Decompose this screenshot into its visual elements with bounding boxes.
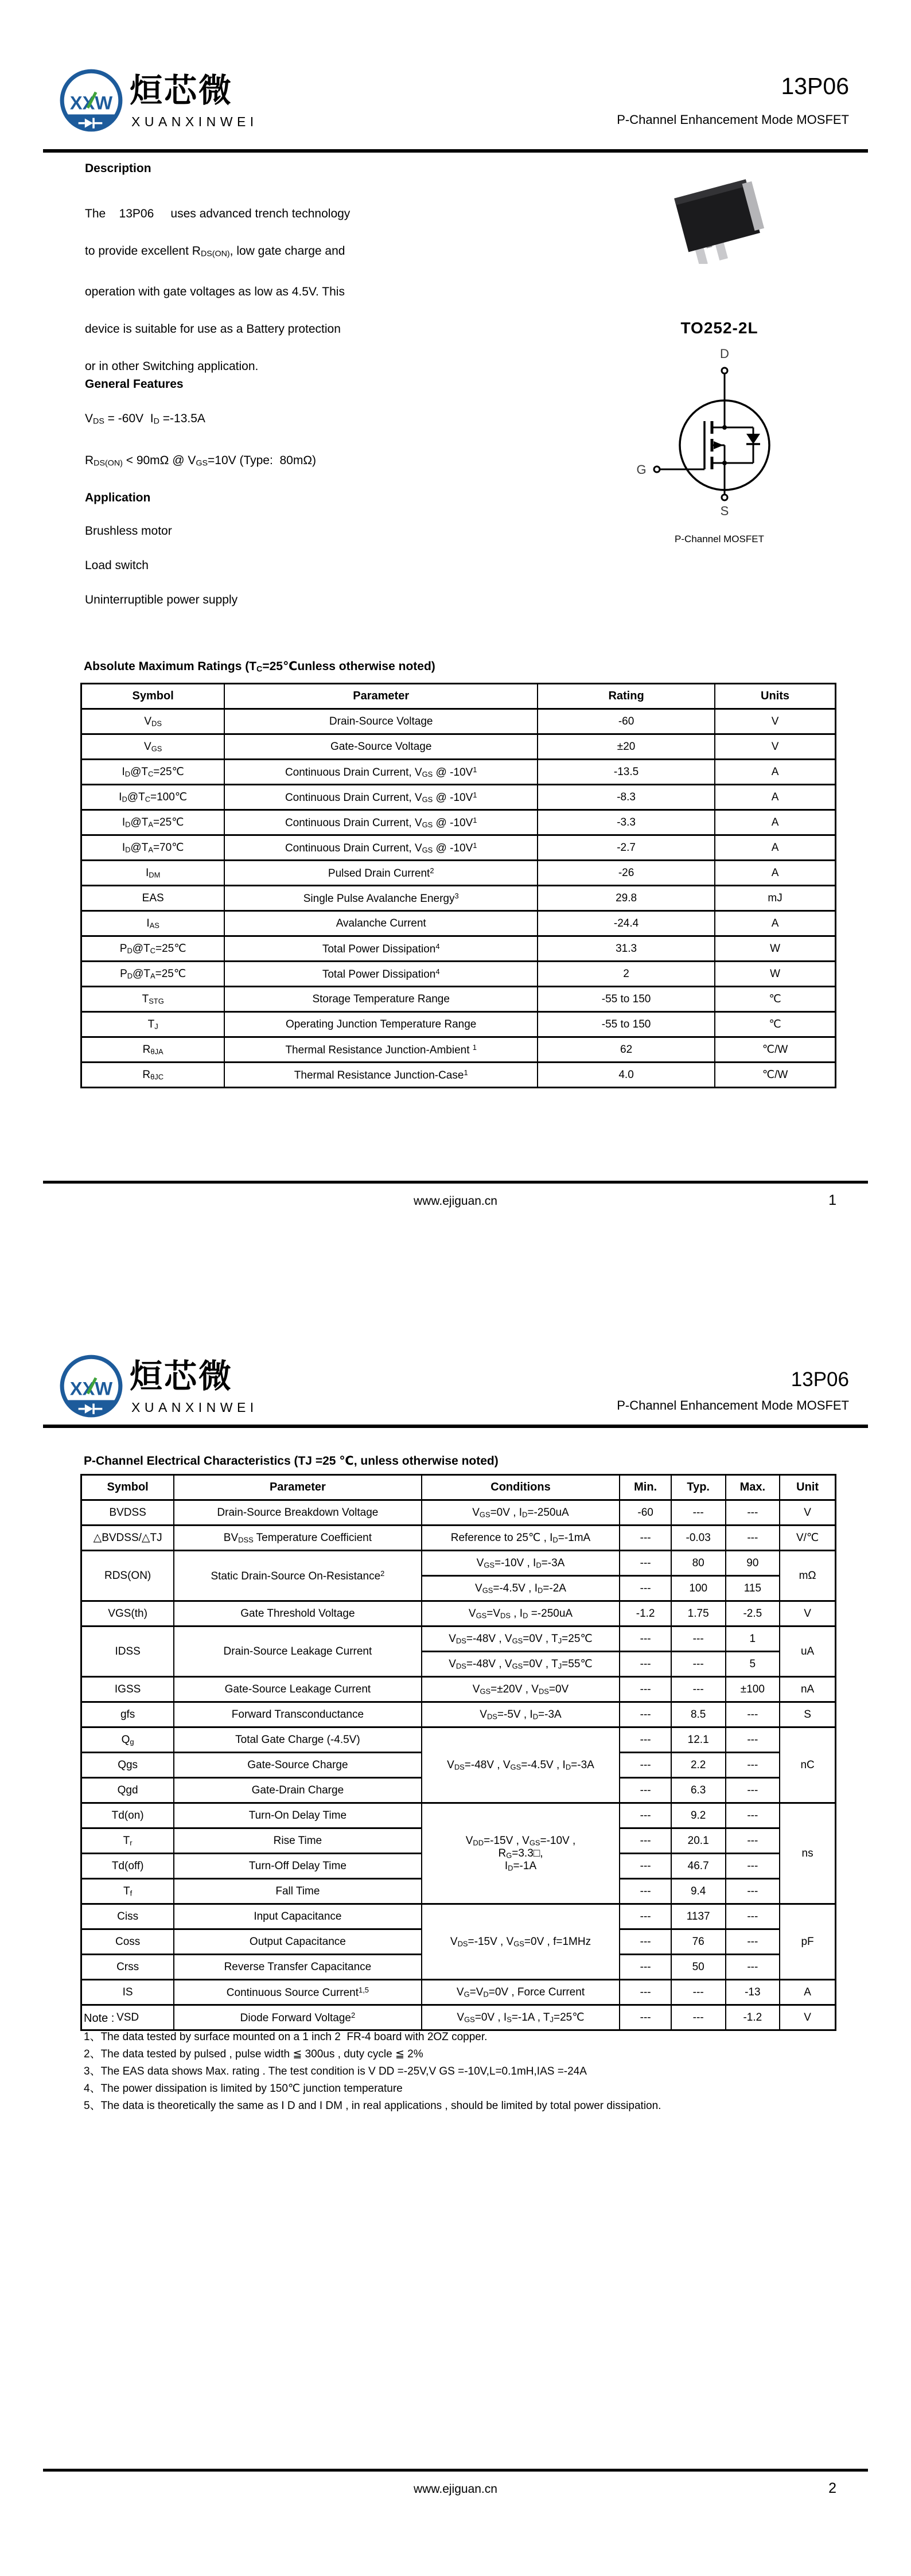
table-cell: 2.2: [671, 1753, 726, 1778]
table-cell: Drain-Source Leakage Current: [174, 1626, 421, 1677]
table-cell: Td(on): [81, 1803, 174, 1828]
table-row: [81, 936, 836, 962]
table-cell: Total Gate Charge (-4.5V): [174, 1727, 421, 1753]
column-header: Typ.: [671, 1475, 726, 1500]
description-line: to provide excellent $R_{DS(ON)}$, low gate charge and: [85, 244, 345, 259]
table-row: [81, 911, 836, 936]
table-row: [81, 810, 836, 835]
table-cell: Qgs: [81, 1753, 174, 1778]
logo-letters: XXW: [69, 1378, 113, 1399]
table-cell: -60: [538, 709, 715, 734]
table-cell: 50: [671, 1955, 726, 1980]
table-cell: ---: [671, 2005, 726, 2030]
table-row: [81, 734, 836, 760]
table-cell: $V_{DS}=-48V$ , $V_{GS}=0V$ , $T_J=25℃$: [422, 1626, 620, 1652]
column-header: Max.: [726, 1475, 780, 1500]
table-cell: Thermal Resistance Junction-Ambient $^1$: [224, 1037, 538, 1063]
pin-label-drain: D: [720, 348, 729, 361]
table-cell: ---: [726, 1854, 780, 1879]
pin-label-gate: G: [636, 462, 647, 477]
table-cell: BVDSS: [81, 1500, 174, 1526]
table-cell: $V_{GS}=V_{DS}$ , $I_D =-250uA$: [422, 1601, 620, 1626]
table-cell: ---: [726, 1803, 780, 1828]
table-cell: -13.5: [538, 760, 715, 785]
table-cell: S: [780, 1702, 835, 1727]
absolute-maximum-ratings-table: [80, 683, 836, 1088]
table-cell: ---: [726, 1526, 780, 1551]
table-cell: -2.7: [538, 835, 715, 861]
table-row: [81, 861, 836, 886]
table-cell: ---: [620, 1626, 671, 1652]
table-row: [81, 1904, 836, 1929]
package-name: TO252-2L: [680, 319, 758, 337]
table-cell: ---: [620, 1727, 671, 1753]
table-cell: A: [715, 760, 835, 785]
note-item: 3、The EAS data shows Max. rating . The test condition is V DD =-25V,V GS =-10V,L=0.1mH,IAS =-24A: [84, 2065, 587, 2077]
table-cell: $I_D@T_A=70℃$: [81, 835, 225, 861]
table-cell: ---: [620, 1879, 671, 1904]
column-header: Symbol: [81, 684, 225, 709]
table-cell: -0.03: [671, 1526, 726, 1551]
description-line: operation with gate voltages as low as 4.5V. This: [85, 285, 345, 298]
body-diode: [746, 434, 760, 444]
column-header: Unit: [780, 1475, 835, 1500]
package-photo: [647, 171, 792, 264]
table-cell: -1.2: [620, 1601, 671, 1626]
table-cell: ---: [726, 1753, 780, 1778]
table-row: [81, 1012, 836, 1037]
package-caption: P-Channel MOSFET: [675, 534, 764, 544]
table-cell: 5: [726, 1652, 780, 1677]
table-cell: ---: [620, 2005, 671, 2030]
table-cell: $V_{GS}$: [81, 734, 225, 760]
table-cell: V: [780, 2005, 835, 2030]
note-item: 4、The power dissipation is limited by 150℃ junction temperature: [84, 2083, 403, 2095]
table-cell: W: [715, 936, 835, 962]
table-cell: 6.3: [671, 1778, 726, 1803]
column-header: Conditions: [422, 1475, 620, 1500]
application-item: Brushless motor: [85, 524, 172, 538]
table-row: [81, 1702, 836, 1727]
table-cell: 2: [538, 962, 715, 987]
table-cell: ---: [671, 1500, 726, 1526]
table-cell: $V_{GS}=0V$ , $I_S=-1A$ , $T_J=25℃$: [422, 2005, 620, 2030]
table-cell: ℃/W: [715, 1063, 835, 1088]
application-item: Uninterruptible power supply: [85, 593, 238, 606]
product-subtitle: P-Channel Enhancement Mode MOSFET: [617, 1398, 849, 1412]
table-cell: A: [715, 835, 835, 861]
table-cell: $I_{AS}$: [81, 911, 225, 936]
column-header: Parameter: [224, 684, 538, 709]
table-cell: ---: [726, 1904, 780, 1929]
table-cell: 8.5: [671, 1702, 726, 1727]
table-cell: ---: [620, 1980, 671, 2005]
table-cell: 46.7: [671, 1854, 726, 1879]
table-row: [81, 987, 836, 1012]
table-cell: Turn-Off Delay Time: [174, 1854, 421, 1879]
table-cell: Continuous Drain Current, $V_{GS}$ @ $-10V^1$: [224, 785, 538, 810]
description-line: The 13P06 uses advanced trench technology: [85, 207, 351, 220]
table-cell: Continuous Drain Current, $V_{GS}$ @ $-10V^1$: [224, 810, 538, 835]
table-cell: $V_{GS}=-4.5V$ , $I_D=-2A$: [422, 1576, 620, 1601]
table-cell: Gate-Source Voltage: [224, 734, 538, 760]
table-cell: 20.1: [671, 1828, 726, 1854]
table-cell: -55 to 150: [538, 987, 715, 1012]
table-cell: Gate-Drain Charge: [174, 1778, 421, 1803]
table-row: [81, 2005, 836, 2030]
table-cell: $BV_{DSS}$ Temperature Coefficient: [174, 1526, 421, 1551]
table-cell: pF: [780, 1904, 835, 1980]
table-cell: Continuous Source Current$^{1,5}$: [174, 1980, 421, 2005]
table-cell: ---: [620, 1576, 671, 1601]
logo-letters: XXW: [69, 92, 113, 114]
table-cell: 1: [726, 1626, 780, 1652]
table-cell: ---: [620, 1904, 671, 1929]
table-cell: IGSS: [81, 1677, 174, 1702]
description-line: or in other Switching application.: [85, 359, 259, 373]
table-cell: ---: [726, 1929, 780, 1955]
table-cell: mJ: [715, 886, 835, 911]
table-row: [81, 1601, 836, 1626]
brand-name-chinese: 烜芯微: [130, 72, 233, 109]
table-cell: Forward Transconductance: [174, 1702, 421, 1727]
company-logo-icon: [57, 1352, 125, 1420]
header-divider: [43, 1425, 868, 1428]
table-cell: Drain-Source Voltage: [224, 709, 538, 734]
table-cell: $V_{DS}$: [81, 709, 225, 734]
part-number: 13P06: [791, 1368, 849, 1391]
mosfet-arrow: [714, 441, 723, 449]
table-cell: IDSS: [81, 1626, 174, 1677]
table-cell: Coss: [81, 1929, 174, 1955]
table-cell: ±100: [726, 1677, 780, 1702]
note-item: 1、The data tested by surface mounted on a 1 inch 2 FR-4 board with 2OZ copper.: [84, 2031, 488, 2043]
table-cell: Gate-Source Charge: [174, 1753, 421, 1778]
page-number: 1: [828, 1192, 836, 1208]
table-cell: Gate-Source Leakage Current: [174, 1677, 421, 1702]
table-cell: ---: [620, 1652, 671, 1677]
table-row: [81, 1727, 836, 1753]
table-cell: ---: [620, 1929, 671, 1955]
table-cell: ---: [726, 1727, 780, 1753]
brand-name-chinese: 烜芯微: [130, 1358, 233, 1395]
table-cell: ---: [726, 1702, 780, 1727]
table-cell: ---: [620, 1778, 671, 1803]
table-cell: nC: [780, 1727, 835, 1803]
table-cell: $V_{DS}=-48V$ , $V_{GS}=0V$ , $T_J=55℃$: [422, 1652, 620, 1677]
application-list: [85, 514, 486, 617]
table-row: [81, 1980, 836, 2005]
table-cell: Diode Forward Voltage$^2$: [174, 2005, 421, 2030]
table-cell: -60: [620, 1500, 671, 1526]
table-cell: ---: [726, 1500, 780, 1526]
table-cell: Input Capacitance: [174, 1904, 421, 1929]
table-cell: Turn-On Delay Time: [174, 1803, 421, 1828]
table-cell: $Q_g$: [81, 1727, 174, 1753]
table-cell: Avalanche Current: [224, 911, 538, 936]
table-cell: ---: [620, 1551, 671, 1576]
footer-divider: [43, 1181, 868, 1184]
table-cell: $V_{GS}=\pm 20V$ , $V_{DS}=0V$: [422, 1677, 620, 1702]
table-cell: V: [715, 734, 835, 760]
table-cell: △BVDSS/△TJ: [81, 1526, 174, 1551]
table-cell: $I_D@T_C=100℃$: [81, 785, 225, 810]
table-cell: A: [780, 1980, 835, 2005]
feature-line: $R_{DS(ON)} < 90m\Omega$ @ $V_{GS}=10V$ (Type: 80mΩ): [85, 453, 317, 468]
table-cell: Gate Threshold Voltage: [174, 1601, 421, 1626]
table-cell: 1137: [671, 1904, 726, 1929]
table-cell: A: [715, 911, 835, 936]
table-cell: A: [715, 785, 835, 810]
product-subtitle: P-Channel Enhancement Mode MOSFET: [617, 112, 849, 127]
table-cell: 90: [726, 1551, 780, 1576]
table-cell: A: [715, 861, 835, 886]
table-cell: Total Power Dissipation$^4$: [224, 936, 538, 962]
table-cell: Pulsed Drain Current$^2$: [224, 861, 538, 886]
table-cell: Single Pulse Avalanche Energy$^3$: [224, 886, 538, 911]
table-cell: A: [715, 810, 835, 835]
application-item: Load switch: [85, 559, 149, 572]
table-cell: $V_{DS}=-5V$ , $I_D=-3A$: [422, 1702, 620, 1727]
table-cell: Continuous Drain Current, $V_{GS}$ @ $-10V^1$: [224, 835, 538, 861]
brand-name-english: XUANXINWEI: [131, 114, 258, 129]
table-cell: ---: [620, 1828, 671, 1854]
table-cell: Fall Time: [174, 1879, 421, 1904]
pin-label-source: S: [720, 504, 729, 518]
table-cell: $I_{DM}$: [81, 861, 225, 886]
table-row: [81, 709, 836, 734]
table-cell: ---: [620, 1526, 671, 1551]
table-cell: W: [715, 962, 835, 987]
table-cell: Output Capacitance: [174, 1929, 421, 1955]
table-cell: V: [715, 709, 835, 734]
table-header-row: [81, 1475, 836, 1500]
table-cell: Storage Temperature Range: [224, 987, 538, 1012]
table-cell: Td(off): [81, 1854, 174, 1879]
table-row: [81, 886, 836, 911]
table-row: [81, 1677, 836, 1702]
table-cell: V: [780, 1500, 835, 1526]
table-row: [81, 835, 836, 861]
table-cell: V/℃: [780, 1526, 835, 1551]
table-cell: -26: [538, 861, 715, 886]
table-cell: ℃: [715, 1012, 835, 1037]
table-cell: ℃/W: [715, 1037, 835, 1063]
page-2: [0, 1288, 911, 2576]
table-cell: -8.3: [538, 785, 715, 810]
table-cell: ---: [620, 1702, 671, 1727]
table-cell: VSD: [81, 2005, 174, 2030]
table-cell: $I_D@T_C=25℃$: [81, 760, 225, 785]
table-cell: Ciss: [81, 1904, 174, 1929]
table-cell: Reference to 25℃ , $I_D=-1mA$: [422, 1526, 620, 1551]
table-cell: ---: [620, 1854, 671, 1879]
table-row: [81, 1626, 836, 1652]
table-cell: $T_J$: [81, 1012, 225, 1037]
table-cell: ---: [726, 1828, 780, 1854]
table-cell: ---: [671, 1626, 726, 1652]
table-cell: $V_{DD}=-15V$ , $V_{GS}=-10V$ , $R_G=3.3□$, $I_D=-1A$: [422, 1803, 620, 1904]
table-cell: $V_{DS}=-15V$ , $V_{GS}=0V$ , f=1MHz: [422, 1904, 620, 1980]
feature-line: $V_{DS} = -60V$ $I_D =-13.5A$: [85, 412, 205, 426]
table-cell: 29.8: [538, 886, 715, 911]
table-cell: $T_r$: [81, 1828, 174, 1854]
company-logo-icon: [57, 67, 125, 134]
notes-list: [84, 2029, 847, 2115]
table-cell: 12.1: [671, 1727, 726, 1753]
table-cell: 76: [671, 1929, 726, 1955]
table-cell: Qgd: [81, 1778, 174, 1803]
table-cell: ---: [726, 1955, 780, 1980]
table-cell: $V_{GS}=0V$ , $I_D=-250uA$: [422, 1500, 620, 1526]
notes-heading: Note :: [84, 2012, 115, 2025]
table-row: [81, 1803, 836, 1828]
table-cell: $V_{DS}=-48V$ , $V_{GS}=-4.5V$ , $I_D=-3A$: [422, 1727, 620, 1803]
table-cell: RDS(ON): [81, 1551, 174, 1601]
part-number: 13P06: [781, 73, 849, 99]
table-cell: $R_{\theta JA}$: [81, 1037, 225, 1063]
page-number: 2: [828, 2480, 836, 2496]
electrical-characteristics-table: [80, 1474, 836, 2031]
table-cell: ---: [671, 1677, 726, 1702]
table-cell: 4.0: [538, 1063, 715, 1088]
description-text: [85, 195, 509, 385]
note-item: 5、The data is theoretically the same as I D and I DM , in real applications , should be limited by total power dissipation.: [84, 2100, 661, 2112]
table-cell: -3.3: [538, 810, 715, 835]
electrical-characteristics-title: P-Channel Electrical Characteristics (TJ =25 ℃, unless otherwise noted): [84, 1454, 499, 1468]
table-cell: $V_G=V_D=0V$ , Force Current: [422, 1980, 620, 2005]
table-cell: mΩ: [780, 1551, 835, 1601]
description-heading: Description: [85, 162, 151, 175]
table-cell: ---: [726, 1879, 780, 1904]
table-row: [81, 785, 836, 810]
table-cell: 100: [671, 1576, 726, 1601]
table-row: [81, 1551, 836, 1576]
table-cell: 31.3: [538, 936, 715, 962]
table-cell: -24.4: [538, 911, 715, 936]
table-row: [81, 1063, 836, 1088]
table-cell: Reverse Transfer Capacitance: [174, 1955, 421, 1980]
table-cell: gfs: [81, 1702, 174, 1727]
table-cell: -2.5: [726, 1601, 780, 1626]
table-header-row: [81, 684, 836, 709]
footer-website: www.ejiguan.cn: [414, 2482, 497, 2496]
table-cell: ---: [620, 1803, 671, 1828]
table-row: [81, 962, 836, 987]
table-row: [81, 1526, 836, 1551]
note-item: 2、The data tested by pulsed , pulse width ≦ 300us , duty cycle ≦ 2%: [84, 2048, 423, 2060]
table-cell: ℃: [715, 987, 835, 1012]
column-header: Symbol: [81, 1475, 174, 1500]
table-cell: uA: [780, 1626, 835, 1677]
table-cell: $I_D@T_A=25℃$: [81, 810, 225, 835]
column-header: Rating: [538, 684, 715, 709]
column-header: Units: [715, 684, 835, 709]
table-cell: $T_f$: [81, 1879, 174, 1904]
table-cell: 115: [726, 1576, 780, 1601]
table-cell: ---: [620, 1753, 671, 1778]
table-cell: 80: [671, 1551, 726, 1576]
absolute-maximum-ratings-title: Absolute Maximum Ratings ($T_C=25℃unless$ otherwise noted): [84, 660, 435, 674]
table-cell: $V_{GS}=-10V$ , $I_D=-3A$: [422, 1551, 620, 1576]
mosfet-symbol-icon: [631, 348, 803, 527]
table-cell: $P_D@T_A=25℃$: [81, 962, 225, 987]
description-line: device is suitable for use as a Battery protection: [85, 322, 341, 336]
table-row: [81, 1037, 836, 1063]
table-cell: ---: [671, 1652, 726, 1677]
page-header: [0, 1288, 911, 1449]
table-cell: Rise Time: [174, 1828, 421, 1854]
table-cell: 1.75: [671, 1601, 726, 1626]
table-cell: Continuous Drain Current, $V_{GS}$ @ $-10V^1$: [224, 760, 538, 785]
general-features-text: [85, 399, 521, 482]
table-cell: Total Power Dissipation$^4$: [224, 962, 538, 987]
table-cell: $R_{\theta JC}$: [81, 1063, 225, 1088]
table-cell: -55 to 150: [538, 1012, 715, 1037]
table-cell: ---: [671, 1980, 726, 2005]
table-cell: Crss: [81, 1955, 174, 1980]
table-cell: ±20: [538, 734, 715, 760]
table-cell: Thermal Resistance Junction-Case$^1$: [224, 1063, 538, 1088]
page-header: [0, 0, 911, 161]
table-cell: Drain-Source Breakdown Voltage: [174, 1500, 421, 1526]
table-cell: 62: [538, 1037, 715, 1063]
table-cell: IS: [81, 1980, 174, 2005]
table-row: [81, 1500, 836, 1526]
table-cell: EAS: [81, 886, 225, 911]
table-cell: -1.2: [726, 2005, 780, 2030]
table-cell: $T_{STG}$: [81, 987, 225, 1012]
column-header: Parameter: [174, 1475, 421, 1500]
general-features-heading: General Features: [85, 378, 184, 391]
table-cell: -13: [726, 1980, 780, 2005]
table-cell: ns: [780, 1803, 835, 1904]
table-cell: Static Drain-Source On-Resistance$^2$: [174, 1551, 421, 1601]
header-divider: [43, 149, 868, 153]
table-cell: VGS(th): [81, 1601, 174, 1626]
brand-name-english: XUANXINWEI: [131, 1400, 258, 1415]
table-row: [81, 760, 836, 785]
footer-divider: [43, 2469, 868, 2472]
table-cell: nA: [780, 1677, 835, 1702]
table-cell: V: [780, 1601, 835, 1626]
table-cell: Operating Junction Temperature Range: [224, 1012, 538, 1037]
table-cell: 9.4: [671, 1879, 726, 1904]
footer-website: www.ejiguan.cn: [414, 1194, 497, 1208]
table-cell: ---: [620, 1677, 671, 1702]
table-cell: ---: [620, 1955, 671, 1980]
column-header: Min.: [620, 1475, 671, 1500]
application-heading: Application: [85, 491, 151, 504]
table-cell: 9.2: [671, 1803, 726, 1828]
table-cell: ---: [726, 1778, 780, 1803]
table-cell: $P_D@T_C=25℃$: [81, 936, 225, 962]
